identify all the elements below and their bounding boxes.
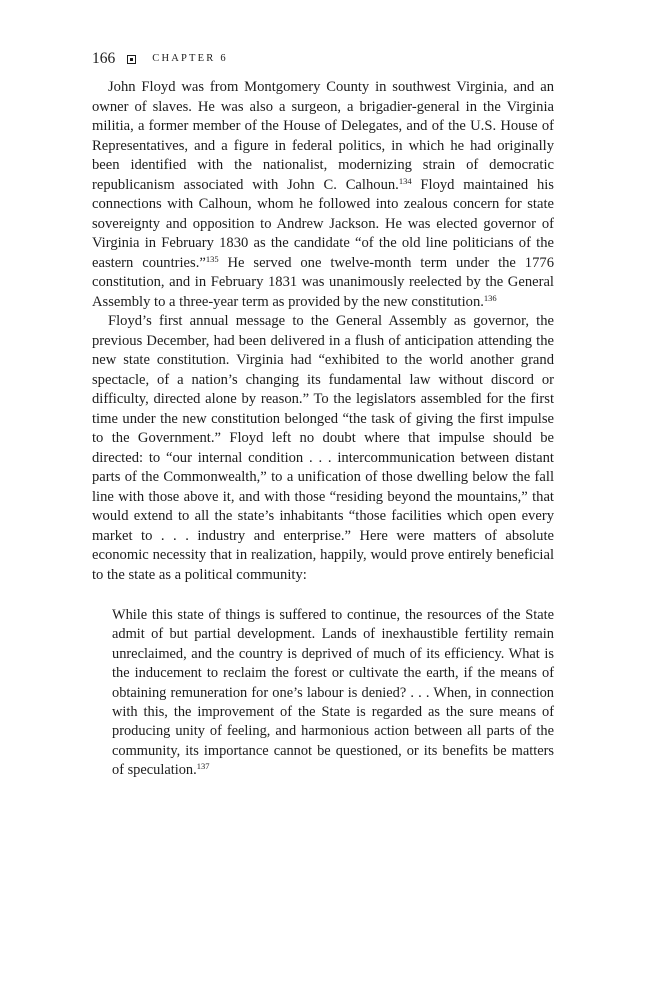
paragraph-text: Floyd’s first annual message to the General Assembly as governor, the previous December, had been delivered in a flush of anticipation attending the new state constitution. Virginia had “exhibited to the world another grand spectacle, of a nation’s changing its fundamental law without discord or difficulty, directed alone by reason.” To the legislators assembled for the first time under the new constitution belonged “the task of giving the first impulse to the Government.” Floyd left no doubt where that impulse should be directed: to “our internal condition . . . intercommunication between distant parts of the Commonwealth,” to a unification of those dwelling below the fall line with those above it, and with those “residing beyond the mountains,” that would extend to all the state’s inhabitants “those facilities which open every market to . . . industry and enterprise.” Here were matters of absolute economic necessity that in realization, happily, would prove entirely beneficial to the state as a political community: [92,313,554,583]
quotation-body: While this state of things is suffered to continue, the resources of the State admit of but partial development. Lands of inexhaustible fertility remain unreclaimed, and the country is deprived of much of its efficiency. What is the inducement to reclaim the forest or cultivate the earth, if the means of obtaining remuneration for one’s labour is denied? . . . When, in connection with this, the improvement of the State is regarded as the sure means of producing unity of feeling, and harmonious action between all parts of the community, its importance cannot be questioned, or its benefits be matters of speculation. [112,607,554,779]
running-head [92,48,554,70]
paragraph-text: John Floyd was from Montgomery County in southwest Virginia, and an owner of slaves. He was also a surgeon, a brigadier-general in the Virginia militia, a former member of the House of Delegates, and of the U.S. House of Representatives, and a figure in federal politics, in which he had originally been identified with the nationalist, modernizing strain of democratic republicanism associated with John C. Calhoun. [92,79,554,193]
quotation-text [112,606,554,781]
paragraph-text: Floyd maintained his connections with Calhoun, whom he followed into zealous concern for state sovereignty and opposition to Andrew Jackson. He was elected governor of Virginia in February 1830 as the candidate “of the old line politicians of the eastern countries.” [92,176,554,271]
chapter-label: CHAPTER 6 [152,53,228,64]
footnote-ref: 137 [196,761,210,772]
square-ornament-icon [127,55,136,64]
paragraph-text: He served one twelve-month term under the 1776 constitution, and in February 1831 was unanimously reelected by the General Assembly to a three-year term as provided by the new constitution. [92,254,554,310]
footnote-ref: 136 [483,292,497,303]
footnote-ref: 134 [398,175,412,186]
page-number: 166 [92,50,116,67]
footnote-ref: 135 [205,253,219,264]
paragraph [92,312,554,585]
book-page [92,48,554,781]
paragraph [92,78,554,312]
block-quotation [112,606,554,781]
body-text [92,78,554,585]
